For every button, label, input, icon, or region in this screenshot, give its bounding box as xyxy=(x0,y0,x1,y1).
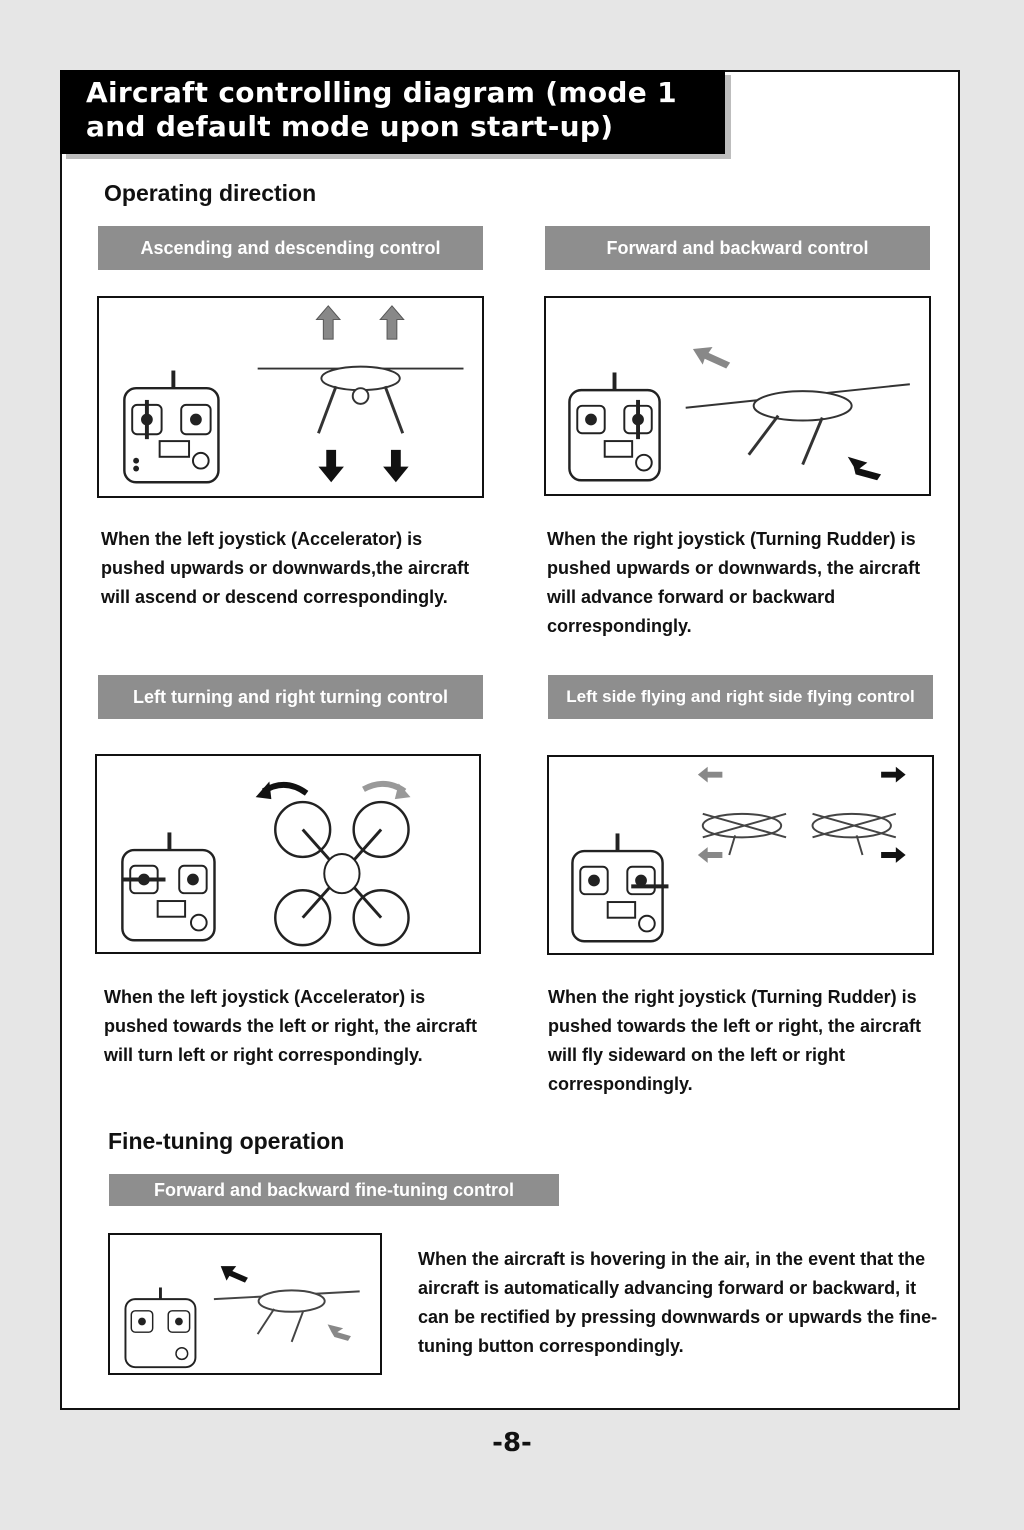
page-number: -8- xyxy=(492,1428,532,1458)
ascend-descend-label: Ascending and descending control xyxy=(98,226,483,270)
drone-icon xyxy=(686,384,910,464)
arrow-down-right-icon xyxy=(848,457,881,481)
remote-controller-icon xyxy=(125,1287,195,1367)
fine-tuning-figure xyxy=(108,1233,382,1375)
page-title-line1: Aircraft controlling diagram (mode 1 xyxy=(86,76,677,109)
fine-tuning-description: When the aircraft is hovering in the air, in the event that the aircraft is automatically advancing forward or backward, it can be rectified by pressing downwards or upwards the fine-tuning button correspondingly. xyxy=(418,1249,938,1356)
forward-backward-figure xyxy=(544,296,931,496)
fine-tuning-heading: Fine-tuning operation xyxy=(108,1128,345,1154)
arrow-up-left-icon xyxy=(693,347,730,369)
ascend-descend-figure xyxy=(97,296,484,498)
turning-figure xyxy=(95,754,481,954)
drone-icon xyxy=(703,814,786,855)
arrow-down-right-icon xyxy=(328,1324,351,1341)
remote-controller-icon xyxy=(569,372,659,480)
turning-description: When the left joystick (Accelerator) is pushed towards the left or right, the aircraft will turn left or right correspondingly. xyxy=(104,987,478,1065)
side-flying-illustration xyxy=(549,757,932,953)
page-title-line2: and default mode upon start-up) xyxy=(86,110,614,143)
side-flying-label: Left side flying and right side flying control xyxy=(548,675,933,719)
fine-tuning-illustration xyxy=(110,1235,380,1373)
page-title xyxy=(86,76,715,144)
arrow-up-left-icon xyxy=(221,1266,248,1283)
forward-backward-illustration xyxy=(546,298,929,494)
remote-controller-icon xyxy=(124,371,218,483)
operating-direction-heading: Operating direction xyxy=(104,180,317,206)
drone-icon xyxy=(258,367,464,434)
drone-icon xyxy=(275,802,408,945)
arrow-up-icon xyxy=(316,306,403,339)
drone-icon xyxy=(813,814,896,855)
remote-controller-icon xyxy=(122,832,214,940)
side-flying-figure xyxy=(547,755,934,955)
arrow-down-icon xyxy=(318,450,408,482)
title-banner xyxy=(60,70,725,154)
page-frame xyxy=(60,70,960,1410)
side-flying-description: When the right joystick (Turning Rudder) is pushed towards the left or right, the aircraft will fly sideward on the left or right correspondingly. xyxy=(548,987,922,1094)
ascend-descend-description: When the left joystick (Accelerator) is pushed upwards or downwards,the aircraft will ascend or descend correspondingly. xyxy=(101,529,470,607)
ascend-descend-illustration xyxy=(99,298,482,496)
turning-illustration xyxy=(97,756,479,952)
remote-controller-icon xyxy=(572,833,668,941)
arrow-left-icon xyxy=(698,767,723,863)
turning-label: Left turning and right turning control xyxy=(98,675,483,719)
fine-tuning-label: Forward and backward fine-tuning control xyxy=(109,1174,559,1206)
forward-backward-label: Forward and backward control xyxy=(545,226,930,270)
forward-backward-description: When the right joystick (Turning Rudder) is pushed upwards or downwards, the aircraft will advance forward or backward correspondingly. xyxy=(547,529,921,636)
